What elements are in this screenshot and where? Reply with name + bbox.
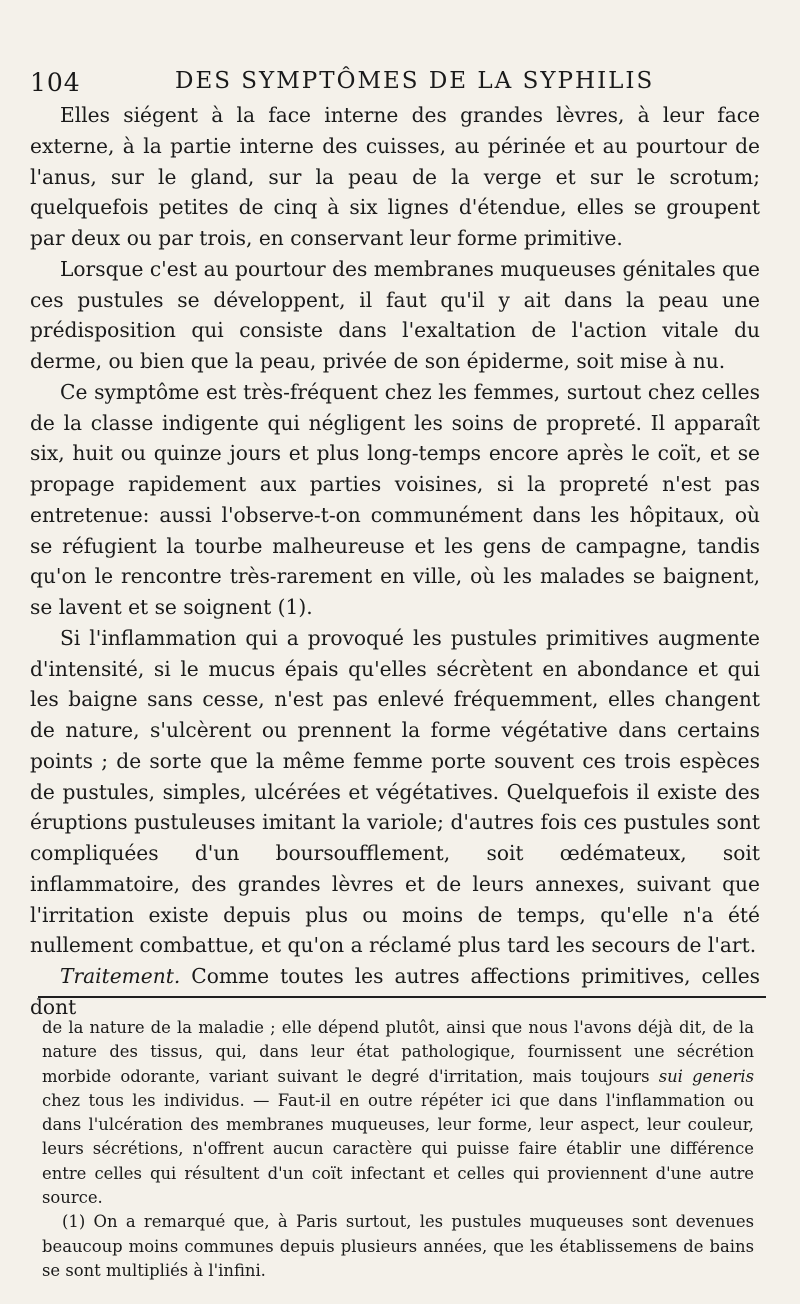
paragraph-2: Lorsque c'est au pourtour des membranes muqueuses génitales que ces pustules se développent, il faut qu'il y ait dans la peau une prédisposition qui consiste dans l'exaltation de l'action vitale du derme, ou bien que la peau, privée de son épiderme, soit mise à nu. <box>30 256 760 373</box>
footnote-continuation-b: chez tous les individus. — Faut-il en outre répéter ici que dans l'inflammation ou dans l'ulcération des membranes muqueuses, leur forme, leur aspect, leur couleur, leurs sécrétions, n'offrent aucun caractère qui puisse faire établir une différence entre celles qui résultent d'un coït infectant et celles qui proviennent d'une autre source. <box>42 1090 754 1208</box>
traitement-heading: Traitement. <box>60 964 181 988</box>
running-title: DES SYMPTÔMES DE LA SYPHILIS <box>175 68 655 94</box>
page-header <box>30 62 765 98</box>
paragraph-1: Elles siégent à la face interne des grandes lèvres, à leur face externe, à la partie interne des cuisses, au périnée et au pourtour de l'anus, sur le gland, sur la peau de la verge et sur le scrotum; quelquefois petites de cinq à six lignes d'étendue, elles se groupent par deux ou par trois, en conservant leur forme primitive. <box>30 103 760 250</box>
footnotes <box>42 1016 754 1283</box>
paragraph-3: Ce symptôme est très-fréquent chez les femmes, surtout chez celles de la classe indigente qui négligent les soins de propreté. Il apparaît six, huit ou quinze jours et plus long-temps encore après le coït, et se propage rapidement aux parties voisines, si la propreté n'est pas entretenue: aussi l'observe-t-on communément dans les hôpitaux, où se réfugient la tourbe malheureuse et les gens de campagne, tandis qu'on le rencontre très-rarement en ville, où les malades se baignent, se lavent et se soignent (1). <box>30 379 760 619</box>
page-number: 104 <box>30 68 81 97</box>
footnote-continuation <box>42 1016 754 1210</box>
paragraph-5-text: Comme toutes les autres affections primitives, celles dont <box>30 964 760 1019</box>
footnote-continuation-a: de la nature de la maladie ; elle dépend plutôt, ainsi que nous l'avons déjà dit, de la nature des tissus, qui, dans leur état pathologique, fournissent une sécrétion morbide odorante, variant suivant le degré d'irritation, mais toujours <box>42 1018 754 1086</box>
footnote-1: (1) On a remarqué que, à Paris surtout, les pustules muqueuses sont devenues beaucoup moins communes depuis plusieurs années, que les établissemens de bains se sont multipliés à l'infini. <box>42 1212 754 1280</box>
footnote-rule <box>38 996 766 998</box>
footnote-italic-phrase: sui generis <box>658 1066 755 1086</box>
paragraph-4: Si l'inflammation qui a provoqué les pustules primitives augmente d'intensité, si le mucus épais qu'elles sécrètent en abondance et qui les baigne sans cesse, n'est pas enlevé fréquemment, elles changent de nature, s'ulcèrent ou prennent la forme végétative dans certains points ; de sorte que la même femme porte souvent ces trois espèces de pustules, simples, ulcérées et végétatives. Quelquefois il existe des éruptions pustuleuses imitant la variole; d'autres fois ces pustules sont compliquées d'un boursoufflement, soit œdémateux, soit inflammatoire, des grandes lèvres et de leurs annexes, suivant que l'irritation existe depuis plus ou moins de temps, qu'elle n'a été nullement combattue, et qu'on a réclamé plus tard les secours de l'art. <box>30 625 760 958</box>
main-text <box>30 100 760 1023</box>
paragraph-5 <box>30 961 760 1023</box>
